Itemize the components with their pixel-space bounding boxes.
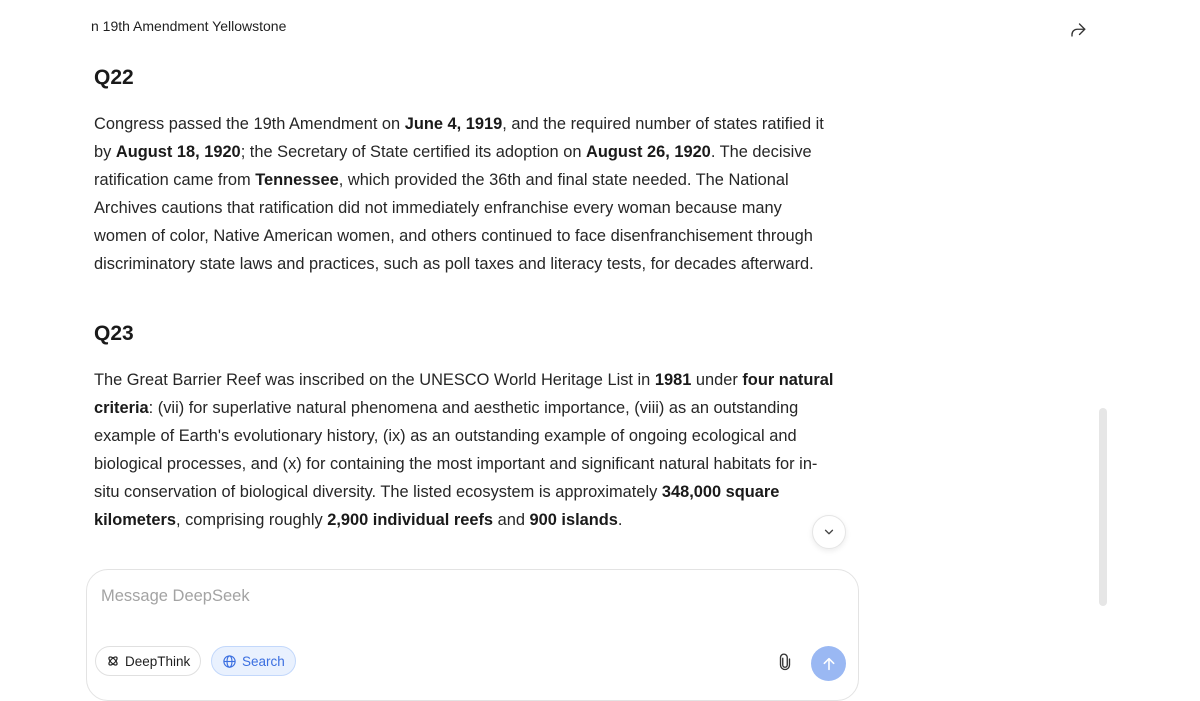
share-button[interactable] [1066, 18, 1090, 42]
q23-paragraph [94, 366, 839, 534]
search-label: Search [242, 653, 285, 669]
bold-text: June 4, 1919 [404, 115, 503, 133]
text-run: , and the required number of states ratified it by [94, 115, 824, 161]
bold-text: Tennessee [255, 171, 339, 189]
send-button[interactable] [811, 646, 846, 681]
share-icon [1069, 21, 1087, 39]
conversation-title: n 19th Amendment Yellowstone [91, 18, 287, 34]
scroll-to-bottom-button[interactable] [812, 515, 846, 549]
bold-text: August 26, 1920 [586, 143, 711, 161]
globe-icon [222, 654, 237, 669]
bold-text: August 18, 1920 [115, 143, 241, 161]
bold-text: 1981 [654, 371, 692, 389]
paperclip-icon [776, 653, 794, 671]
scrollbar-thumb[interactable] [1099, 408, 1107, 606]
bold-text: 900 islands [529, 511, 618, 529]
q23-heading: Q23 [94, 322, 134, 345]
search-button[interactable] [211, 646, 296, 676]
text-run: and [493, 511, 530, 529]
text-run: ; the Secretary of State certified its adoption on [240, 143, 586, 161]
bold-text: four natural criteria [94, 371, 834, 417]
text-run: . The decisive ratification came from [94, 143, 812, 189]
message-input[interactable] [99, 586, 743, 607]
text-run: , comprising roughly [176, 511, 328, 529]
deepthink-button[interactable] [95, 646, 201, 676]
message-composer [86, 569, 859, 701]
text-run: : (vii) for superlative natural phenomena and aesthetic importance, (viii) as an outstanding example of Earth's evolutionary history, (ix) as an outstanding example of ongoing ecological and biological processes, and (x) for containing the most important and significant natural habitats for in-situ conservation of biological diversity. The listed ecosystem is approximately [94, 399, 818, 501]
text-run: Congress passed the 19th Amendment on [94, 115, 405, 133]
bold-text: 348,000 square kilometers [94, 483, 780, 529]
arrow-up-icon [821, 656, 837, 672]
deepthink-label: DeepThink [125, 653, 191, 669]
q22-heading: Q22 [94, 66, 134, 89]
text-run: . [617, 511, 623, 529]
deepthink-icon [106, 654, 120, 668]
text-run: The Great Barrier Reef was inscribed on the UNESCO World Heritage List in [94, 371, 655, 389]
q22-paragraph [94, 110, 839, 278]
bold-text: 2,900 individual reefs [327, 511, 494, 529]
attach-button[interactable] [775, 652, 795, 672]
text-run: under [691, 371, 743, 389]
chevron-down-icon [822, 525, 836, 539]
scrollbar[interactable] [1099, 408, 1107, 606]
text-run: , which provided the 36th and final state needed. The National Archives cautions that ratification did not immediately enfranchise every woman because many women of color, Native American women, and others continued to face disenfranchisement through discriminatory state laws and practices, such as poll taxes and literacy tests, for decades afterward. [94, 171, 814, 273]
chat-content [94, 58, 839, 568]
